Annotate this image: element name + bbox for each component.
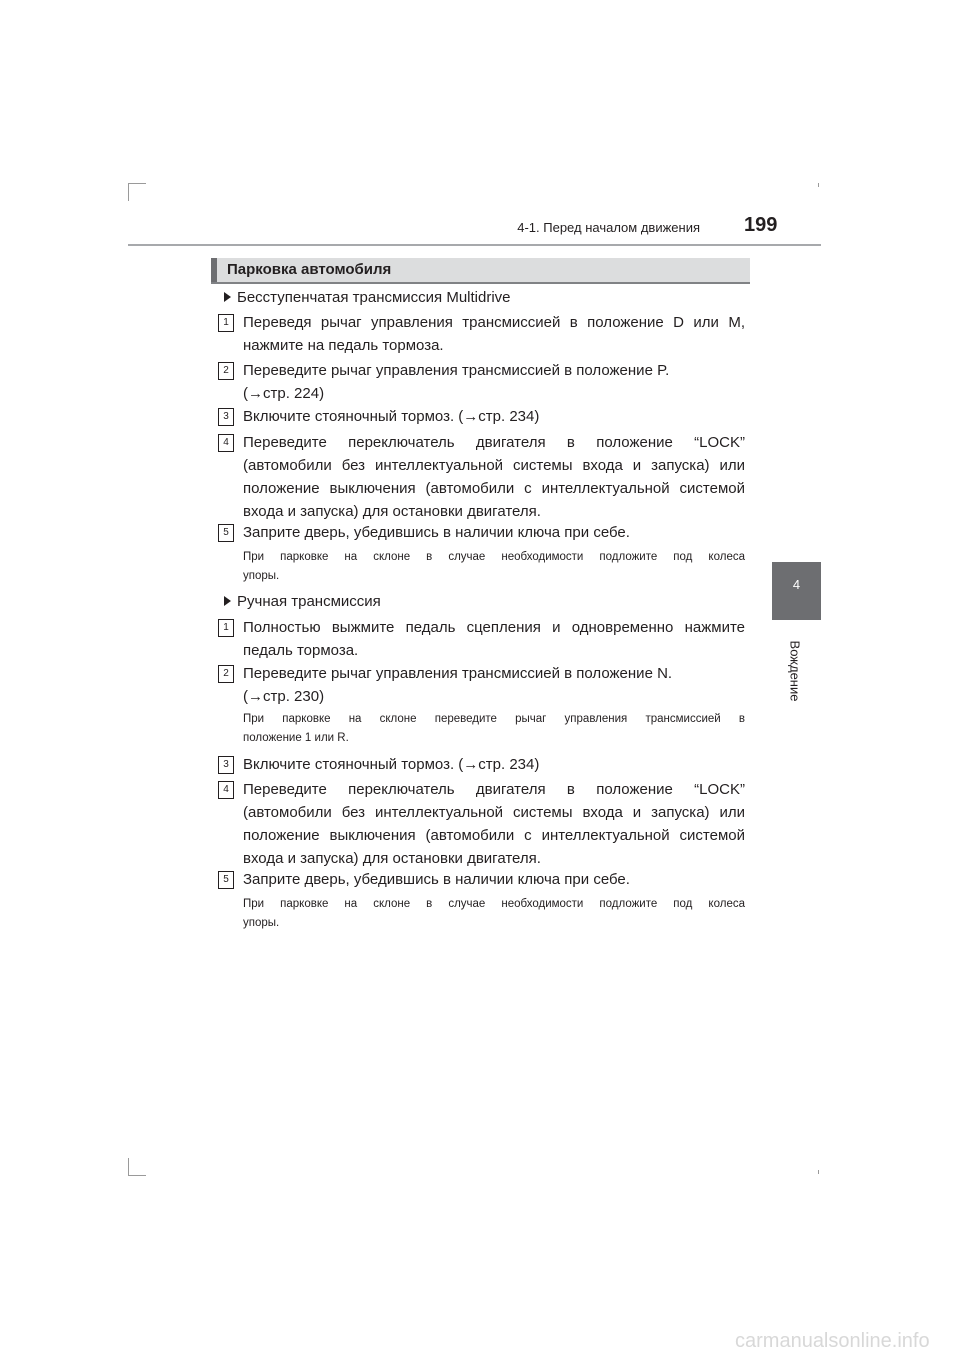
watermark: carmanualsonline.info	[735, 1330, 930, 1352]
crop-mark-bottom-left-v	[128, 1158, 129, 1176]
step-text: Заприте дверь, убедившись в наличии ключа при себе.	[243, 871, 630, 888]
crop-mark-bottom-left-h	[128, 1175, 146, 1176]
step-number-badge: 4	[218, 434, 234, 452]
step-number-badge: 5	[218, 524, 234, 542]
note-text: При парковке на склоне в случае необходимости подложите под колеса упоры.	[243, 551, 745, 582]
step-number-badge: 3	[218, 408, 234, 426]
page-number: 199	[744, 214, 778, 236]
condition-heading-multidrive: Бесступенчатая трансмиссия Multidrive	[224, 289, 511, 306]
step-text: Переведите переключатель двигателя в положение “LOCK” (автомобили без интеллектуальной системы входа и запуска) или положение выключения (автомобили с интеллектуальной системой входа и запуска) для остановки двигателя.	[243, 434, 745, 520]
section-heading-bar	[211, 258, 750, 284]
crop-mark-bottom-right	[818, 1170, 819, 1174]
step-text: Заприте дверь, убедившись в наличии ключа при себе.	[243, 524, 630, 541]
step-number-badge: 4	[218, 781, 234, 799]
step-number-badge: 2	[218, 362, 234, 380]
condition-heading-manual: Ручная трансмиссия	[224, 593, 381, 610]
crop-mark-top-right	[818, 183, 819, 187]
step-text: Полностью выжмите педаль сцепления и одновременно нажмите педаль тормоза.	[243, 619, 745, 659]
section-title: Парковка автомобиля	[227, 261, 392, 278]
step-text: Переведите переключатель двигателя в положение “LOCK” (автомобили без интеллектуальной системы входа и запуска) или положение выключения (автомобили с интеллектуальной системой входа и запуска) для остановки двигателя.	[243, 781, 745, 867]
step-text: Включите стояночный тормоз. (→стр. 234)	[243, 756, 540, 773]
header-rule	[128, 244, 821, 246]
triangle-bullet-icon	[224, 596, 231, 606]
note-text: При парковке на склоне в случае необходимости подложите под колеса упоры.	[243, 898, 745, 929]
step-number-badge: 1	[218, 314, 234, 332]
crop-mark-top-left-v	[128, 183, 129, 201]
chapter-tab	[772, 562, 821, 620]
chapter-label: Вождение	[787, 640, 803, 702]
note-text: При парковке на склоне переведите рычаг управления трансмиссией в положение 1 или R.	[243, 713, 745, 744]
step-text: Переведите рычаг управления трансмиссией в положение P. (→стр. 224)	[243, 362, 670, 402]
step-number-badge: 2	[218, 665, 234, 683]
crop-mark-top-left-h	[128, 183, 146, 184]
chapter-number: 4	[792, 577, 801, 592]
triangle-bullet-icon	[224, 292, 231, 302]
step-text: Переведя рычаг управления трансмиссией в положение D или M, нажмите на педаль тормоза.	[243, 314, 745, 354]
step-number-badge: 1	[218, 619, 234, 637]
running-header-title: 4-1. Перед началом движения	[517, 220, 700, 235]
step-text: Переведите рычаг управления трансмиссией в положение N. (→стр. 230)	[243, 665, 673, 705]
step-text: Включите стояночный тормоз. (→стр. 234)	[243, 408, 540, 425]
step-number-badge: 5	[218, 871, 234, 889]
step-number-badge: 3	[218, 756, 234, 774]
